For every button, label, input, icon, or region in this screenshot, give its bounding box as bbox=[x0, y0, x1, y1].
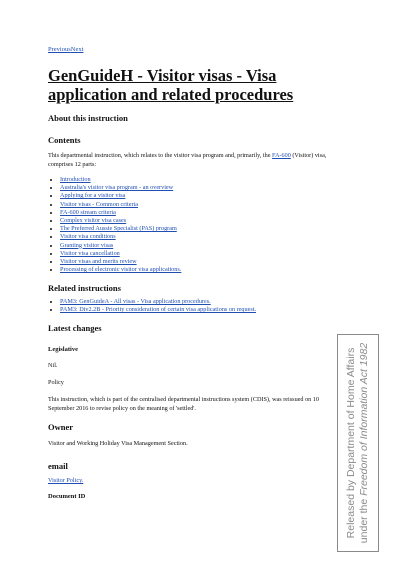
contents-heading: Contents bbox=[48, 135, 81, 145]
list-item bbox=[60, 209, 350, 217]
next-link[interactable]: Next bbox=[70, 46, 84, 53]
list-item bbox=[60, 250, 350, 258]
contents-link-applying[interactable]: Applying for a visitor visa bbox=[60, 192, 126, 200]
contents-link-stream-criteria[interactable]: FA-600 stream criteria bbox=[60, 208, 116, 216]
list-item bbox=[60, 298, 350, 306]
contents-link-merits-review[interactable]: Visitor visas and merits review bbox=[60, 258, 137, 266]
contents-list bbox=[48, 176, 350, 274]
visitor-policy-link[interactable]: Visitor Policy. bbox=[48, 477, 84, 484]
contents-link-pas-program[interactable]: The Preferred Aussie Specialist (PAS) program bbox=[60, 225, 177, 233]
list-item bbox=[60, 192, 350, 200]
related-link-div22b[interactable]: PAM3: Div2.2B - Priority consideration of certain visa applications on request. bbox=[60, 306, 257, 314]
contents-link-complex-cases[interactable]: Complex visitor visa cases bbox=[60, 217, 127, 225]
list-item bbox=[60, 217, 350, 225]
policy-text: This instruction, which is part of the centralised departmental instructions system (CDIS), was reissued on 10 September 2016 to revise policy on the meaning of 'settled'. bbox=[48, 396, 319, 412]
list-item bbox=[60, 184, 350, 192]
document-id-heading: Document ID bbox=[48, 493, 86, 500]
list-item bbox=[60, 201, 350, 209]
fa600-link[interactable]: FA-600 bbox=[272, 152, 291, 159]
previous-link[interactable]: Previous bbox=[48, 46, 71, 53]
page-title: GenGuideH - Visitor visas - Visa application and related procedures bbox=[48, 66, 294, 104]
list-item bbox=[60, 242, 350, 250]
stamp-text: Released by Department of Home Affairs under the Freedom of Information Act 1982 bbox=[345, 342, 370, 544]
email-heading: email bbox=[48, 461, 68, 471]
related-list bbox=[48, 298, 350, 314]
list-item bbox=[60, 306, 350, 314]
email-text bbox=[48, 477, 348, 486]
page-nav bbox=[48, 46, 83, 53]
contents-link-common-criteria[interactable]: Visitor visas - Common criteria bbox=[60, 200, 138, 208]
legislative-text: Nil. bbox=[48, 362, 58, 369]
contents-intro: This departmental instruction, which relates to the visitor visa program and, primarily, the FA-600 (Visitor) visa, comprises 12 parts: bbox=[48, 152, 327, 168]
list-item bbox=[60, 258, 350, 266]
list-item bbox=[60, 225, 350, 233]
contents-link-overview[interactable]: Australia's visitor visa program - an overview bbox=[60, 184, 174, 192]
about-heading: About this instruction bbox=[48, 113, 128, 123]
related-link-genguidea[interactable]: PAM3: GenGuideA - All visas - Visa application procedures. bbox=[60, 298, 211, 305]
policy-heading: Policy bbox=[48, 379, 64, 386]
owner-text: Visitor and Working Holiday Visa Management Section. bbox=[48, 440, 188, 447]
contents-link-conditions[interactable]: Visitor visa conditions bbox=[60, 233, 116, 241]
list-item bbox=[60, 176, 350, 184]
related-heading: Related instructions bbox=[48, 283, 121, 293]
contents-link-granting[interactable]: Granting visitor visas bbox=[60, 241, 114, 249]
latest-changes-heading: Latest changes bbox=[48, 323, 102, 333]
contents-link-electronic-processing[interactable]: Processing of electronic visitor visa applications. bbox=[60, 266, 182, 274]
legislative-heading: Legislative bbox=[48, 346, 78, 353]
list-item bbox=[60, 233, 350, 241]
foi-release-stamp bbox=[337, 334, 379, 552]
contents-link-introduction[interactable]: Introduction bbox=[60, 176, 91, 183]
contents-link-cancellation[interactable]: Visitor visa cancellation bbox=[60, 249, 120, 257]
owner-heading: Owner bbox=[48, 422, 74, 432]
list-item bbox=[60, 266, 350, 274]
